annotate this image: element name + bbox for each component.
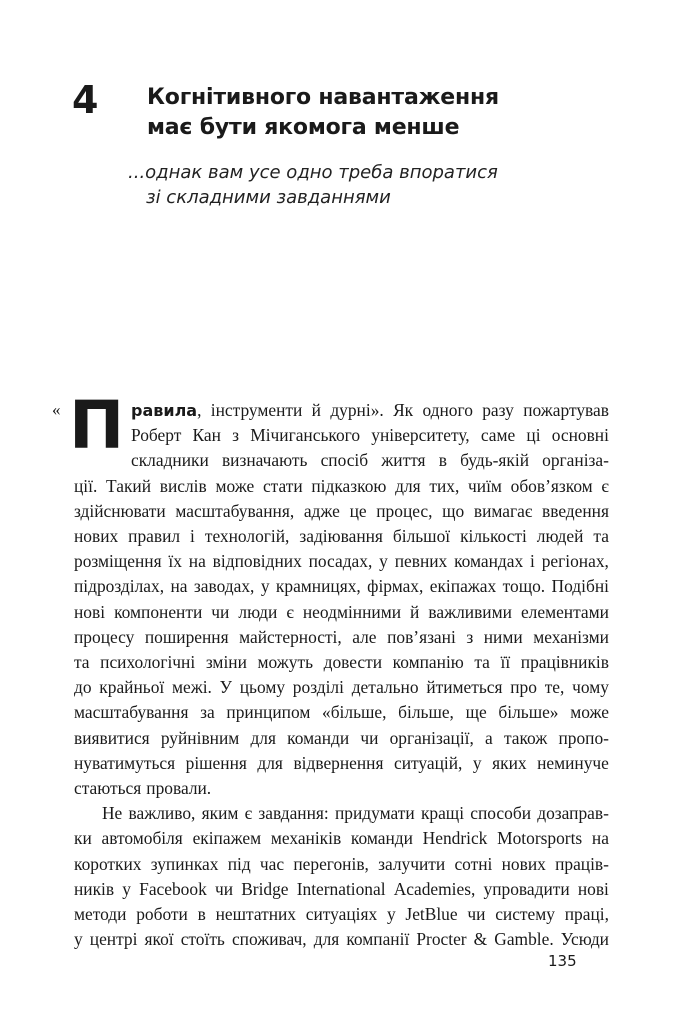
word: детально: [351, 677, 419, 698]
word: нові: [577, 878, 609, 899]
word: процесу: [74, 626, 135, 647]
word: механізми: [533, 626, 609, 647]
word: пожартував: [523, 400, 609, 420]
body-line: [74, 927, 609, 952]
word: «більше,: [322, 702, 387, 723]
word: кращі: [420, 803, 465, 824]
word: нових: [501, 853, 546, 874]
word: крайньої: [99, 677, 165, 698]
word: ще: [465, 702, 487, 723]
word: процес,: [376, 500, 433, 521]
word: руйнівним: [160, 727, 240, 748]
word: чи: [214, 878, 234, 899]
word: основні: [551, 425, 609, 446]
word: підказкою: [311, 475, 387, 496]
word: компанії: [346, 929, 410, 950]
word: праці,: [564, 904, 609, 925]
word: межі.: [171, 677, 212, 698]
word: тощо.: [502, 576, 546, 597]
page-number: 135: [548, 952, 577, 970]
word: це: [349, 500, 367, 521]
body-line: [74, 499, 609, 524]
word: стаються: [74, 778, 142, 799]
word: про: [510, 677, 537, 698]
word: Роберт: [131, 425, 182, 446]
word: ки: [74, 828, 92, 849]
word: відвернення: [293, 752, 384, 773]
body-line: [74, 726, 609, 751]
body-line: [131, 448, 609, 473]
word: і: [530, 551, 535, 572]
word: люди: [238, 601, 278, 622]
body-line: [74, 600, 609, 625]
word: до: [74, 677, 92, 698]
word: адже: [303, 500, 340, 521]
word: вислів: [159, 475, 207, 496]
word: психологічні: [100, 652, 196, 673]
word: для: [313, 929, 340, 950]
word: нуватимуться: [74, 752, 176, 773]
word: визначають: [221, 450, 308, 471]
word: університету,: [371, 425, 470, 446]
word: ними: [483, 626, 523, 647]
word: може: [215, 475, 255, 496]
word: людей: [536, 526, 584, 547]
opening-quote-mark: «: [52, 400, 61, 419]
first-word: равила: [131, 401, 198, 420]
word: розміщення: [74, 551, 162, 572]
word: для: [395, 475, 421, 496]
word: равила,: [131, 400, 202, 420]
word: Academies,: [393, 878, 476, 899]
word: коротких: [74, 853, 142, 874]
word: Усюди: [560, 929, 609, 950]
word: для: [250, 727, 276, 748]
word: її: [500, 652, 511, 673]
word: способи: [470, 803, 532, 824]
word: в: [438, 450, 447, 471]
word: та: [593, 526, 609, 547]
word: у: [260, 576, 270, 597]
word: сотні: [454, 853, 493, 874]
word: яких: [492, 752, 527, 773]
word: роботи: [136, 904, 188, 925]
word: ників: [74, 878, 115, 899]
word: працівників: [520, 652, 609, 673]
word: у: [379, 551, 388, 572]
word: чиїм: [468, 475, 502, 496]
body-line: [74, 675, 609, 700]
body-line: [74, 902, 609, 927]
word: Motorsports: [497, 828, 583, 849]
word: на: [170, 576, 188, 597]
word: у: [386, 904, 396, 925]
word: перегонів,: [293, 853, 369, 874]
word: майстерності,: [239, 626, 342, 647]
word: Hendrick: [422, 828, 488, 849]
word: масштабування,: [175, 500, 295, 521]
word: задіювання: [299, 526, 383, 547]
word: провали.: [146, 778, 212, 799]
word: ції.: [74, 475, 98, 496]
word: кількості: [460, 526, 527, 547]
word: можуть: [257, 652, 314, 673]
word: у: [472, 752, 482, 773]
word: підрозділах,: [74, 576, 165, 597]
word: більше»: [498, 702, 559, 723]
word: Не: [102, 803, 123, 824]
body-line: [74, 877, 609, 902]
word: дурні».: [330, 400, 384, 420]
word: ситуацій,: [394, 752, 463, 773]
chapter-number: 4: [72, 78, 99, 122]
word: під: [227, 853, 251, 874]
word: регіонах,: [541, 551, 609, 572]
word: командах: [454, 551, 524, 572]
word: й: [311, 400, 321, 420]
drop-cap: П: [69, 387, 125, 464]
word: стоїть: [180, 929, 225, 950]
word: завдання:: [258, 803, 329, 824]
word: те,: [544, 677, 565, 698]
word: виявитися: [74, 727, 150, 748]
body-line: [74, 524, 609, 549]
word: споживач,: [231, 929, 307, 950]
word: нештатних: [215, 904, 296, 925]
word: Bridge: [241, 878, 289, 899]
word: саме: [480, 425, 516, 446]
word: складники: [131, 450, 209, 471]
word: в: [197, 904, 206, 925]
word: у: [74, 929, 83, 950]
word: якої: [144, 929, 174, 950]
word: яким: [201, 803, 239, 824]
body-line: [74, 625, 609, 650]
word: International: [296, 878, 386, 899]
word: з: [232, 425, 240, 446]
word: екіпажах: [429, 576, 497, 597]
word: придумати: [335, 803, 415, 824]
word: чому: [572, 677, 609, 698]
word: елементами: [520, 601, 609, 622]
chapter-title-line: Когнітивного навантаження: [147, 85, 499, 110]
word: та: [474, 652, 490, 673]
word: вимагає: [473, 500, 533, 521]
word: пов’язані: [387, 626, 456, 647]
word: інструменти: [210, 400, 303, 420]
word: є: [601, 475, 609, 496]
word: команди: [287, 727, 350, 748]
word: й: [410, 601, 420, 622]
word: важливими: [428, 601, 512, 622]
word: систему: [495, 904, 555, 925]
chapter-subtitle-line: ...однак вам усе одно треба впоратися: [128, 162, 498, 183]
word: певних: [394, 551, 448, 572]
word: праців-: [555, 853, 609, 874]
word: команди: [350, 828, 413, 849]
word: чи: [467, 904, 486, 925]
word: але: [352, 626, 377, 647]
word: автомобіля: [101, 828, 183, 849]
word: важливо,: [128, 803, 196, 824]
word: введення: [542, 500, 609, 521]
body-line: [74, 776, 609, 801]
word: їх: [168, 551, 182, 572]
word: одного: [422, 400, 473, 420]
word: довести: [323, 652, 383, 673]
word: фірмах,: [367, 576, 424, 597]
word: нові: [74, 601, 106, 622]
word: Кан: [192, 425, 221, 446]
word: за: [200, 702, 215, 723]
word: зміни: [205, 652, 247, 673]
word: нових: [74, 526, 119, 547]
word: механіків: [270, 828, 342, 849]
body-line: [74, 574, 609, 599]
word: посадах,: [308, 551, 373, 572]
word: принципом: [226, 702, 311, 723]
chapter-subtitle: [128, 160, 498, 210]
word: на: [591, 828, 609, 849]
body-line: [74, 700, 609, 725]
word: у: [122, 878, 131, 899]
word: заводах,: [193, 576, 255, 597]
body-line: [74, 852, 609, 877]
word: чи: [211, 601, 230, 622]
word: дозаправ-: [537, 803, 609, 824]
word: Мічиганського: [250, 425, 361, 446]
word: є: [286, 601, 294, 622]
word: ці: [526, 425, 541, 446]
word: JetBlue: [405, 904, 458, 925]
word: з: [466, 626, 474, 647]
word: розділі: [292, 677, 344, 698]
word: У: [219, 677, 232, 698]
word: пропо-: [558, 727, 609, 748]
word: упровадити: [483, 878, 570, 899]
word: що: [442, 500, 465, 521]
word: організа-: [542, 450, 609, 471]
word: є: [244, 803, 253, 824]
chapter-title-line: має бути якомога менше: [147, 115, 460, 140]
word: Facebook: [139, 878, 207, 899]
word: ситуаціях: [305, 904, 378, 925]
word: відповідних: [212, 551, 302, 572]
word: більшої: [392, 526, 451, 547]
word: та: [74, 652, 90, 673]
word: тих,: [429, 475, 460, 496]
word: будь-якій: [460, 450, 530, 471]
body-line: [74, 474, 609, 499]
word: Як: [393, 400, 414, 420]
word: залучити: [378, 853, 446, 874]
body-line: [74, 751, 609, 776]
word: здійснювати: [74, 500, 166, 521]
word: правил: [128, 526, 181, 547]
word: Procter: [416, 929, 467, 950]
word: компанію: [392, 652, 464, 673]
word: крамницях,: [275, 576, 361, 597]
body-line: [131, 398, 609, 423]
word: технологій,: [204, 526, 290, 547]
word: а: [485, 727, 493, 748]
word: для: [257, 752, 283, 773]
word: &: [473, 929, 488, 950]
word: на: [188, 551, 206, 572]
word: рішення: [185, 752, 247, 773]
word: також: [503, 727, 548, 748]
chapter-title: [147, 83, 499, 143]
body-line: [74, 549, 609, 574]
word: поширення: [144, 626, 229, 647]
word: чи: [360, 727, 379, 748]
word: спосіб: [320, 450, 369, 471]
word: Gamble.: [494, 929, 554, 950]
word: Подібні: [551, 576, 609, 597]
word: разу: [482, 400, 514, 420]
body-line: [74, 826, 609, 851]
word: центрі: [89, 929, 138, 950]
word: стати: [262, 475, 303, 496]
word: екіпажем: [192, 828, 262, 849]
word: життя: [381, 450, 426, 471]
body-line: [74, 801, 609, 826]
word: масштабування: [74, 702, 189, 723]
chapter-subtitle-line: зі складними завданнями: [146, 187, 391, 208]
word: час: [259, 853, 285, 874]
body-line: [131, 423, 609, 448]
word: Такий: [106, 475, 152, 496]
word: може: [570, 702, 609, 723]
word: обов’язком: [510, 475, 593, 496]
word: зупинках: [150, 853, 219, 874]
word: компоненти: [114, 601, 203, 622]
word: більше,: [398, 702, 454, 723]
word: йтиметься: [426, 677, 503, 698]
word: і: [190, 526, 195, 547]
word: методи: [74, 904, 127, 925]
word: неодмінними: [302, 601, 402, 622]
word: цьому: [239, 677, 286, 698]
word: неминуче: [537, 752, 609, 773]
body-text: [0, 398, 682, 952]
word: організації,: [389, 727, 474, 748]
body-line: [74, 650, 609, 675]
